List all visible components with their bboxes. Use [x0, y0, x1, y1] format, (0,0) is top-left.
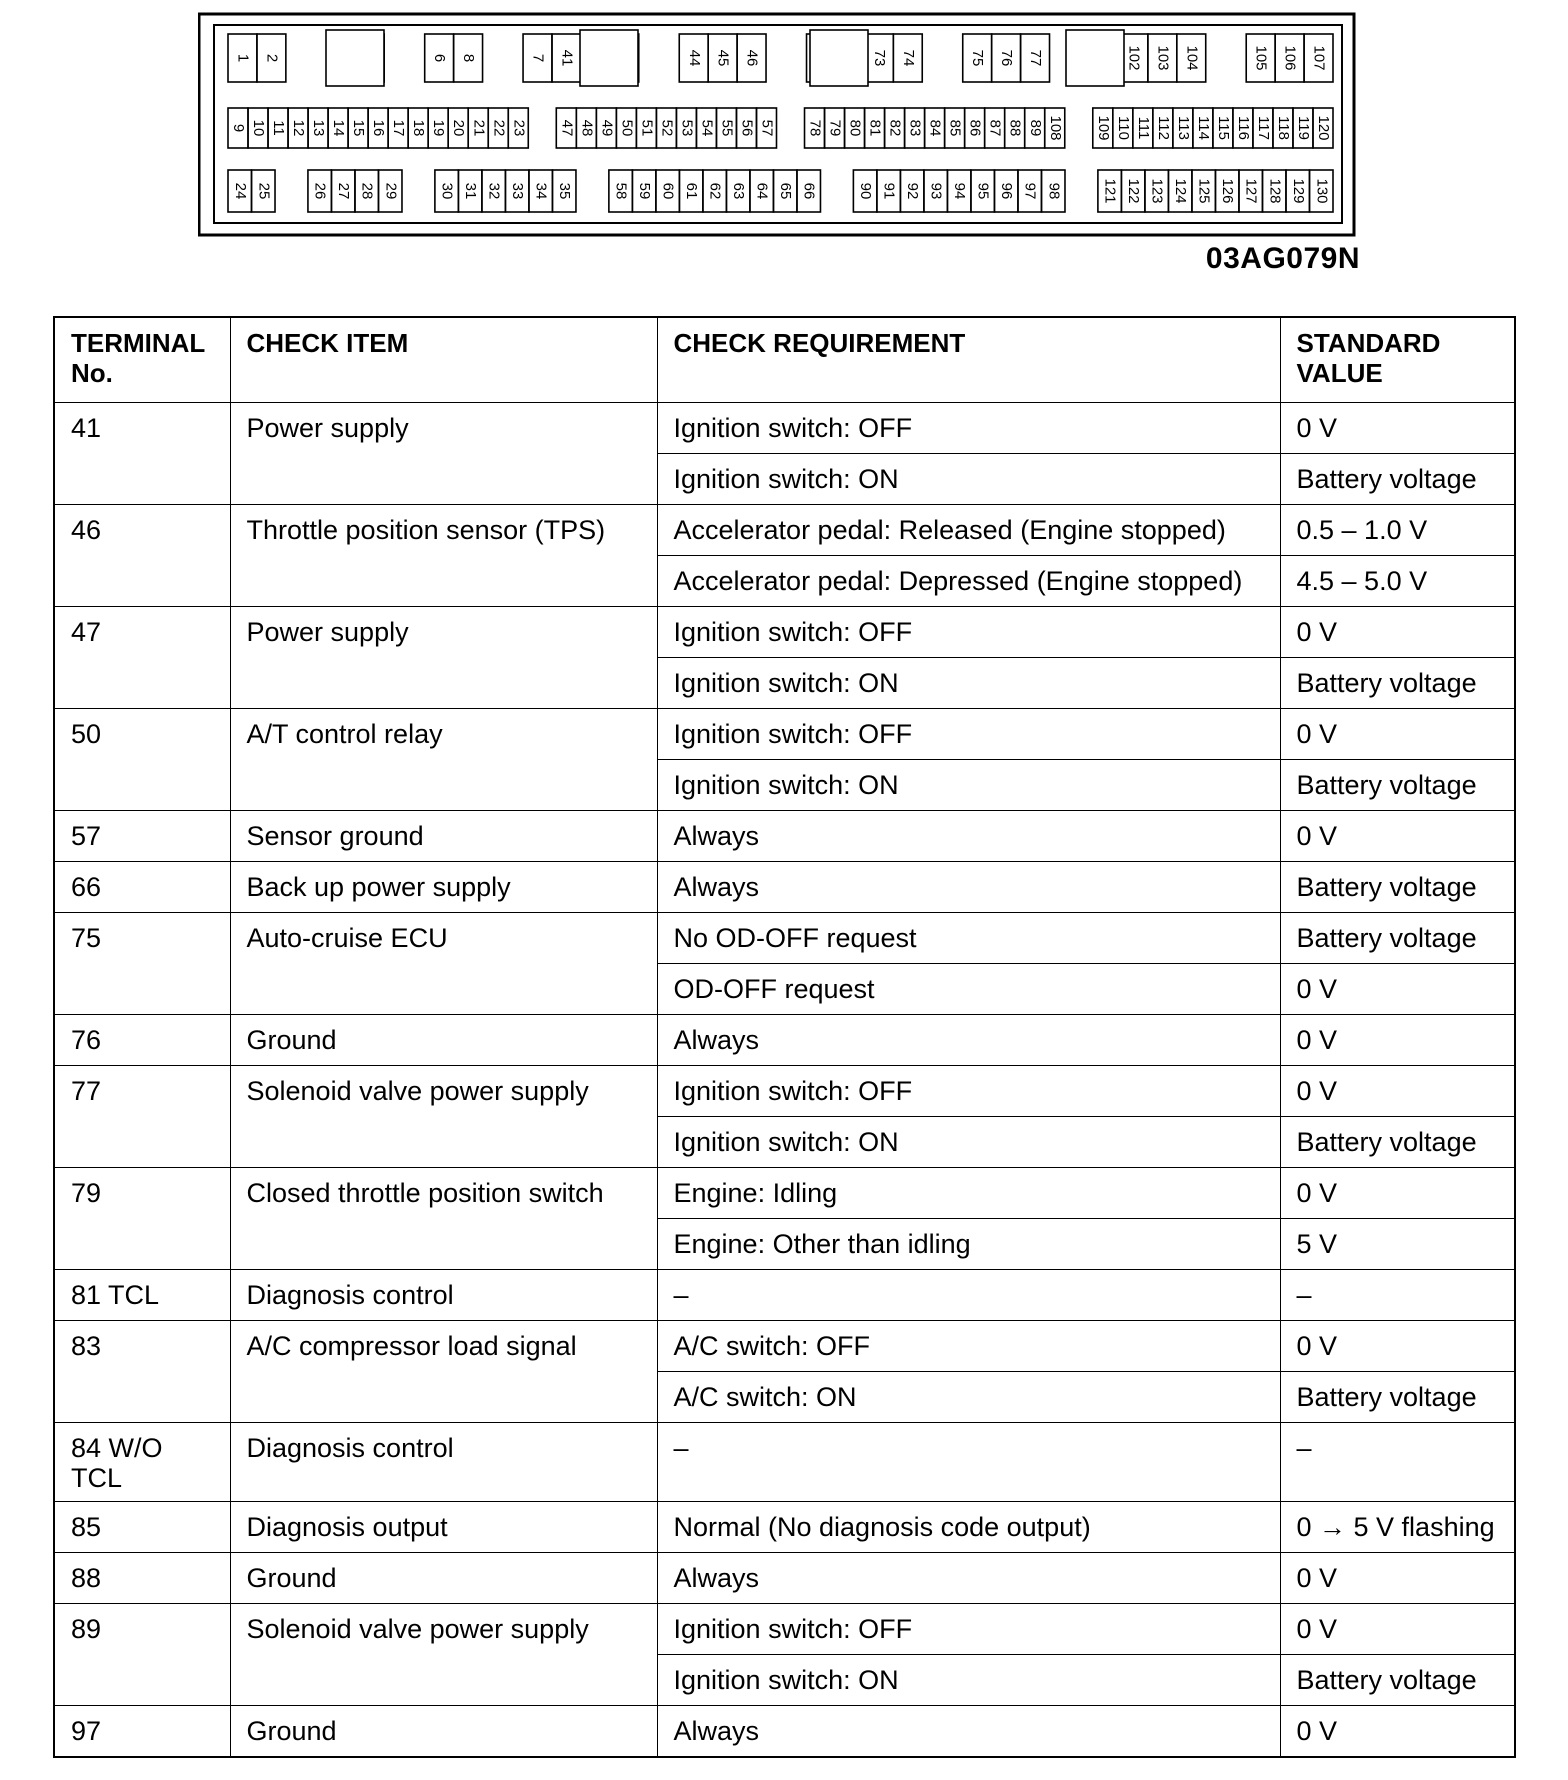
table-row	[54, 1502, 1515, 1553]
pin-label: 110	[1114, 116, 1132, 140]
standard-value-cell: Battery voltage	[1280, 760, 1515, 811]
pin-label: 57	[758, 119, 776, 137]
standard-value-cell: –	[1280, 1270, 1515, 1321]
pin-label: 98	[1045, 182, 1063, 200]
check-requirement-cell: Ignition switch: OFF	[657, 1066, 1280, 1117]
pin-label: 86	[966, 119, 984, 137]
pin-label: 21	[470, 119, 488, 137]
terminal-cell: 50	[54, 709, 230, 811]
pin-label: 6	[431, 53, 449, 63]
standard-value-cell: Battery voltage	[1280, 1372, 1515, 1423]
standard-value-cell: 0 V	[1280, 811, 1515, 862]
pin-label: 53	[678, 119, 696, 137]
pin-label: 116	[1234, 116, 1252, 140]
table-row	[54, 1553, 1515, 1604]
pin-label: 88	[1006, 119, 1024, 137]
pin-label: 104	[1183, 45, 1201, 71]
pin-label: 77	[1027, 49, 1045, 67]
terminal-cell: 84 W/O TCL	[54, 1423, 230, 1502]
table-header-row	[54, 317, 1515, 403]
check-item-cell: Closed throttle position switch	[230, 1168, 657, 1270]
check-item-cell: A/C compressor load signal	[230, 1321, 657, 1423]
pin-label: 49	[598, 119, 616, 137]
table-row	[54, 1270, 1515, 1321]
connector-diagram	[198, 12, 1358, 238]
pin-label: 85	[946, 119, 964, 137]
pin-label: 79	[826, 119, 844, 137]
check-item-cell: Diagnosis output	[230, 1502, 657, 1553]
pin-label: 84	[926, 119, 944, 137]
pin-label: 44	[685, 49, 703, 67]
pin-label: 92	[904, 182, 922, 200]
pin-label: 56	[738, 119, 756, 137]
pin-label: 35	[556, 182, 574, 200]
table-row	[54, 403, 1515, 454]
check-requirement-cell: Accelerator pedal: Released (Engine stopped)	[657, 505, 1280, 556]
standard-value-cell: 0 V	[1280, 1604, 1515, 1655]
pin-label: 8	[460, 53, 478, 63]
pin-label: 30	[438, 182, 456, 200]
connector-face	[198, 12, 1358, 238]
check-requirement-cell: Ignition switch: OFF	[657, 403, 1280, 454]
pin-label: 90	[857, 182, 875, 200]
pin-label: 60	[659, 182, 677, 200]
standard-value-cell: Battery voltage	[1280, 454, 1515, 505]
standard-value-cell: 0 V	[1280, 403, 1515, 454]
header-terminal: TERMINAL No.	[54, 317, 230, 403]
pin-label: 127	[1242, 178, 1260, 204]
pin-label: 2	[263, 53, 281, 63]
pin-label: 24	[231, 182, 249, 200]
check-requirement-cell: –	[657, 1270, 1280, 1321]
standard-value-cell: Battery voltage	[1280, 913, 1515, 964]
pin-label: 122	[1125, 178, 1143, 204]
check-requirement-cell: Always	[657, 1706, 1280, 1758]
terminal-cell: 97	[54, 1706, 230, 1758]
pin-label: 105	[1252, 45, 1270, 71]
table-row	[54, 862, 1515, 913]
pin-label: 108	[1046, 115, 1064, 141]
check-item-cell: Power supply	[230, 403, 657, 505]
pin-label: 7	[529, 53, 547, 63]
pin-label: 74	[899, 49, 917, 67]
pin-label: 45	[714, 49, 732, 67]
pin-label: 31	[462, 182, 480, 200]
pin-label: 63	[730, 182, 748, 200]
check-requirement-cell: Accelerator pedal: Depressed (Engine stopped)	[657, 556, 1280, 607]
connector-key-block	[810, 30, 868, 86]
check-item-cell: Solenoid valve power supply	[230, 1604, 657, 1706]
header-check-item: CHECK ITEM	[230, 317, 657, 403]
terminal-cell: 88	[54, 1553, 230, 1604]
pin-label: 75	[969, 49, 987, 67]
pin-label: 13	[310, 119, 328, 137]
check-item-cell: Ground	[230, 1706, 657, 1758]
standard-value-cell: 0 V	[1280, 607, 1515, 658]
pin-label: 123	[1148, 178, 1166, 204]
connector-key-block	[1066, 30, 1124, 86]
check-item-cell: A/T control relay	[230, 709, 657, 811]
standard-value-cell: Battery voltage	[1280, 658, 1515, 709]
pin-label: 87	[986, 119, 1004, 137]
standard-value-cell: 0.5 – 1.0 V	[1280, 505, 1515, 556]
terminal-cell: 66	[54, 862, 230, 913]
check-requirement-cell: –	[657, 1423, 1280, 1502]
pin-label: 14	[330, 119, 348, 137]
pin-label: 73	[870, 49, 888, 67]
standard-value-cell: 0 V	[1280, 1168, 1515, 1219]
pin-label: 80	[846, 119, 864, 137]
check-item-cell: Solenoid valve power supply	[230, 1066, 657, 1168]
terminal-cell: 85	[54, 1502, 230, 1553]
standard-value-cell: 0 V	[1280, 1015, 1515, 1066]
pin-label: 17	[390, 119, 408, 137]
pin-label: 76	[998, 49, 1016, 67]
check-requirement-cell: Always	[657, 811, 1280, 862]
check-requirement-cell: Ignition switch: OFF	[657, 709, 1280, 760]
table-body	[54, 403, 1515, 1758]
pin-label: 29	[382, 182, 400, 200]
pin-label: 28	[358, 182, 376, 200]
table-row	[54, 1168, 1515, 1219]
diagram-id: 03AG079N	[1205, 242, 1360, 275]
pin-label: 81	[866, 119, 884, 137]
pin-label: 47	[558, 119, 576, 137]
table-row	[54, 607, 1515, 658]
pin-label: 103	[1154, 45, 1172, 71]
terminal-cell: 41	[54, 403, 230, 505]
pin-label: 41	[558, 49, 576, 67]
check-item-cell: Ground	[230, 1015, 657, 1066]
table-row	[54, 1015, 1515, 1066]
table-row	[54, 1321, 1515, 1372]
pin-label: 1	[234, 53, 252, 63]
check-requirement-cell: Normal (No diagnosis code output)	[657, 1502, 1280, 1553]
table-row	[54, 1604, 1515, 1655]
pin-label: 114	[1194, 116, 1212, 140]
pin-label: 66	[800, 182, 818, 200]
terminal-cell: 75	[54, 913, 230, 1015]
pin-label: 118	[1274, 116, 1292, 140]
check-requirement-cell: Ignition switch: ON	[657, 1655, 1280, 1706]
pin-label: 117	[1254, 116, 1272, 140]
table-row	[54, 1423, 1515, 1502]
standard-value-cell: 0 → 5 V flashing	[1280, 1502, 1515, 1553]
pin-label: 97	[1021, 182, 1039, 200]
pin-label: 10	[250, 119, 268, 137]
pin-label: 130	[1313, 178, 1331, 204]
standard-value-cell: Battery voltage	[1280, 1117, 1515, 1168]
pin-label: 52	[658, 119, 676, 137]
standard-value-cell: 5 V	[1280, 1219, 1515, 1270]
terminal-cell: 83	[54, 1321, 230, 1423]
terminal-cell: 81 TCL	[54, 1270, 230, 1321]
pin-label: 120	[1315, 115, 1333, 141]
pin-label: 16	[370, 119, 388, 137]
pin-label: 96	[998, 182, 1016, 200]
pin-label: 11	[270, 120, 288, 136]
check-item-cell: Throttle position sensor (TPS)	[230, 505, 657, 607]
standard-value-cell: 4.5 – 5.0 V	[1280, 556, 1515, 607]
pin-label: 78	[806, 119, 824, 137]
check-item-cell: Sensor ground	[230, 811, 657, 862]
check-item-cell: Diagnosis control	[230, 1270, 657, 1321]
connector-key-block	[580, 30, 638, 86]
standard-value-cell: 0 V	[1280, 1066, 1515, 1117]
table-row	[54, 811, 1515, 862]
pin-label: 48	[578, 119, 596, 137]
header-standard-value: STANDARD VALUE	[1280, 317, 1515, 403]
pin-label: 106	[1281, 45, 1299, 71]
terminal-cell: 47	[54, 607, 230, 709]
pin-label: 112	[1154, 116, 1172, 140]
check-table	[53, 316, 1516, 1758]
pin-label: 126	[1219, 178, 1237, 204]
check-requirement-cell: Always	[657, 1553, 1280, 1604]
pin-label: 46	[743, 49, 761, 67]
pin-label: 113	[1174, 116, 1192, 140]
terminal-cell: 89	[54, 1604, 230, 1706]
terminal-cell: 76	[54, 1015, 230, 1066]
terminal-cell: 57	[54, 811, 230, 862]
terminal-cell: 77	[54, 1066, 230, 1168]
pin-label: 50	[618, 119, 636, 137]
pin-label: 59	[636, 182, 654, 200]
pin-label: 107	[1310, 45, 1328, 71]
connector-key-block	[326, 30, 384, 86]
pin-label: 9	[230, 123, 248, 133]
pin-label: 20	[450, 119, 468, 137]
standard-value-cell: 0 V	[1280, 1553, 1515, 1604]
standard-value-cell: Battery voltage	[1280, 862, 1515, 913]
standard-value-cell: 0 V	[1280, 709, 1515, 760]
pin-label: 18	[410, 119, 428, 137]
standard-value-cell: Battery voltage	[1280, 1655, 1515, 1706]
check-requirement-cell: OD-OFF request	[657, 964, 1280, 1015]
check-requirement-cell: Ignition switch: ON	[657, 658, 1280, 709]
pin-label: 95	[974, 182, 992, 200]
check-item-cell: Back up power supply	[230, 862, 657, 913]
pin-label: 91	[880, 182, 898, 200]
standard-value-cell: 0 V	[1280, 1706, 1515, 1758]
pin-label: 115	[1214, 116, 1232, 140]
pin-label: 102	[1125, 45, 1143, 71]
check-requirement-cell: Ignition switch: ON	[657, 454, 1280, 505]
check-requirement-cell: A/C switch: ON	[657, 1372, 1280, 1423]
pin-label: 62	[706, 182, 724, 200]
check-requirement-cell: A/C switch: OFF	[657, 1321, 1280, 1372]
check-requirement-cell: Always	[657, 862, 1280, 913]
pin-label: 109	[1094, 115, 1112, 141]
standard-value-cell: –	[1280, 1423, 1515, 1502]
check-requirement-cell: Ignition switch: OFF	[657, 607, 1280, 658]
pin-label: 121	[1101, 178, 1119, 204]
pin-label: 51	[638, 119, 656, 137]
pin-label: 55	[718, 119, 736, 137]
check-requirement-cell: Engine: Idling	[657, 1168, 1280, 1219]
terminal-cell: 79	[54, 1168, 230, 1270]
check-requirement-cell: Ignition switch: ON	[657, 1117, 1280, 1168]
check-item-cell: Auto-cruise ECU	[230, 913, 657, 1015]
check-requirement-cell: Ignition switch: ON	[657, 760, 1280, 811]
check-requirement-cell: Engine: Other than idling	[657, 1219, 1280, 1270]
check-requirement-cell: Ignition switch: OFF	[657, 1604, 1280, 1655]
check-item-cell: Ground	[230, 1553, 657, 1604]
header-check-requirement: CHECK REQUIREMENT	[657, 317, 1280, 403]
pin-label: 54	[698, 119, 716, 137]
pin-label: 119	[1295, 116, 1313, 140]
standard-value-cell: 0 V	[1280, 1321, 1515, 1372]
pin-label: 32	[485, 182, 503, 200]
pin-label: 27	[335, 182, 353, 200]
pin-label: 125	[1195, 178, 1213, 204]
pin-label: 12	[290, 119, 308, 137]
standard-value-cell: 0 V	[1280, 964, 1515, 1015]
pin-label: 94	[951, 182, 969, 200]
pin-label: 15	[350, 119, 368, 137]
pin-label: 22	[490, 119, 508, 137]
table-row	[54, 709, 1515, 760]
pin-label: 58	[612, 182, 630, 200]
check-item-cell: Power supply	[230, 607, 657, 709]
pin-label: 25	[255, 182, 273, 200]
pin-label: 111	[1134, 116, 1152, 140]
pin-label: 26	[311, 182, 329, 200]
table-row	[54, 1066, 1515, 1117]
pin-label: 124	[1172, 178, 1190, 204]
pin-label: 61	[683, 182, 701, 200]
terminal-cell: 46	[54, 505, 230, 607]
pin-label: 64	[753, 182, 771, 200]
pin-label: 83	[906, 119, 924, 137]
pin-label: 129	[1289, 178, 1307, 204]
pin-label: 93	[927, 182, 945, 200]
pin-label: 82	[886, 119, 904, 137]
check-item-cell: Diagnosis control	[230, 1423, 657, 1502]
check-requirement-cell: Always	[657, 1015, 1280, 1066]
table-row	[54, 1706, 1515, 1758]
pin-label: 19	[430, 119, 448, 137]
pin-label: 128	[1266, 178, 1284, 204]
pin-label: 89	[1026, 119, 1044, 137]
check-requirement-cell: No OD-OFF request	[657, 913, 1280, 964]
pin-label: 65	[777, 182, 795, 200]
table-row	[54, 505, 1515, 556]
pin-label: 33	[509, 182, 527, 200]
pin-label: 34	[532, 182, 550, 200]
pin-label: 23	[510, 119, 528, 137]
table-row	[54, 913, 1515, 964]
